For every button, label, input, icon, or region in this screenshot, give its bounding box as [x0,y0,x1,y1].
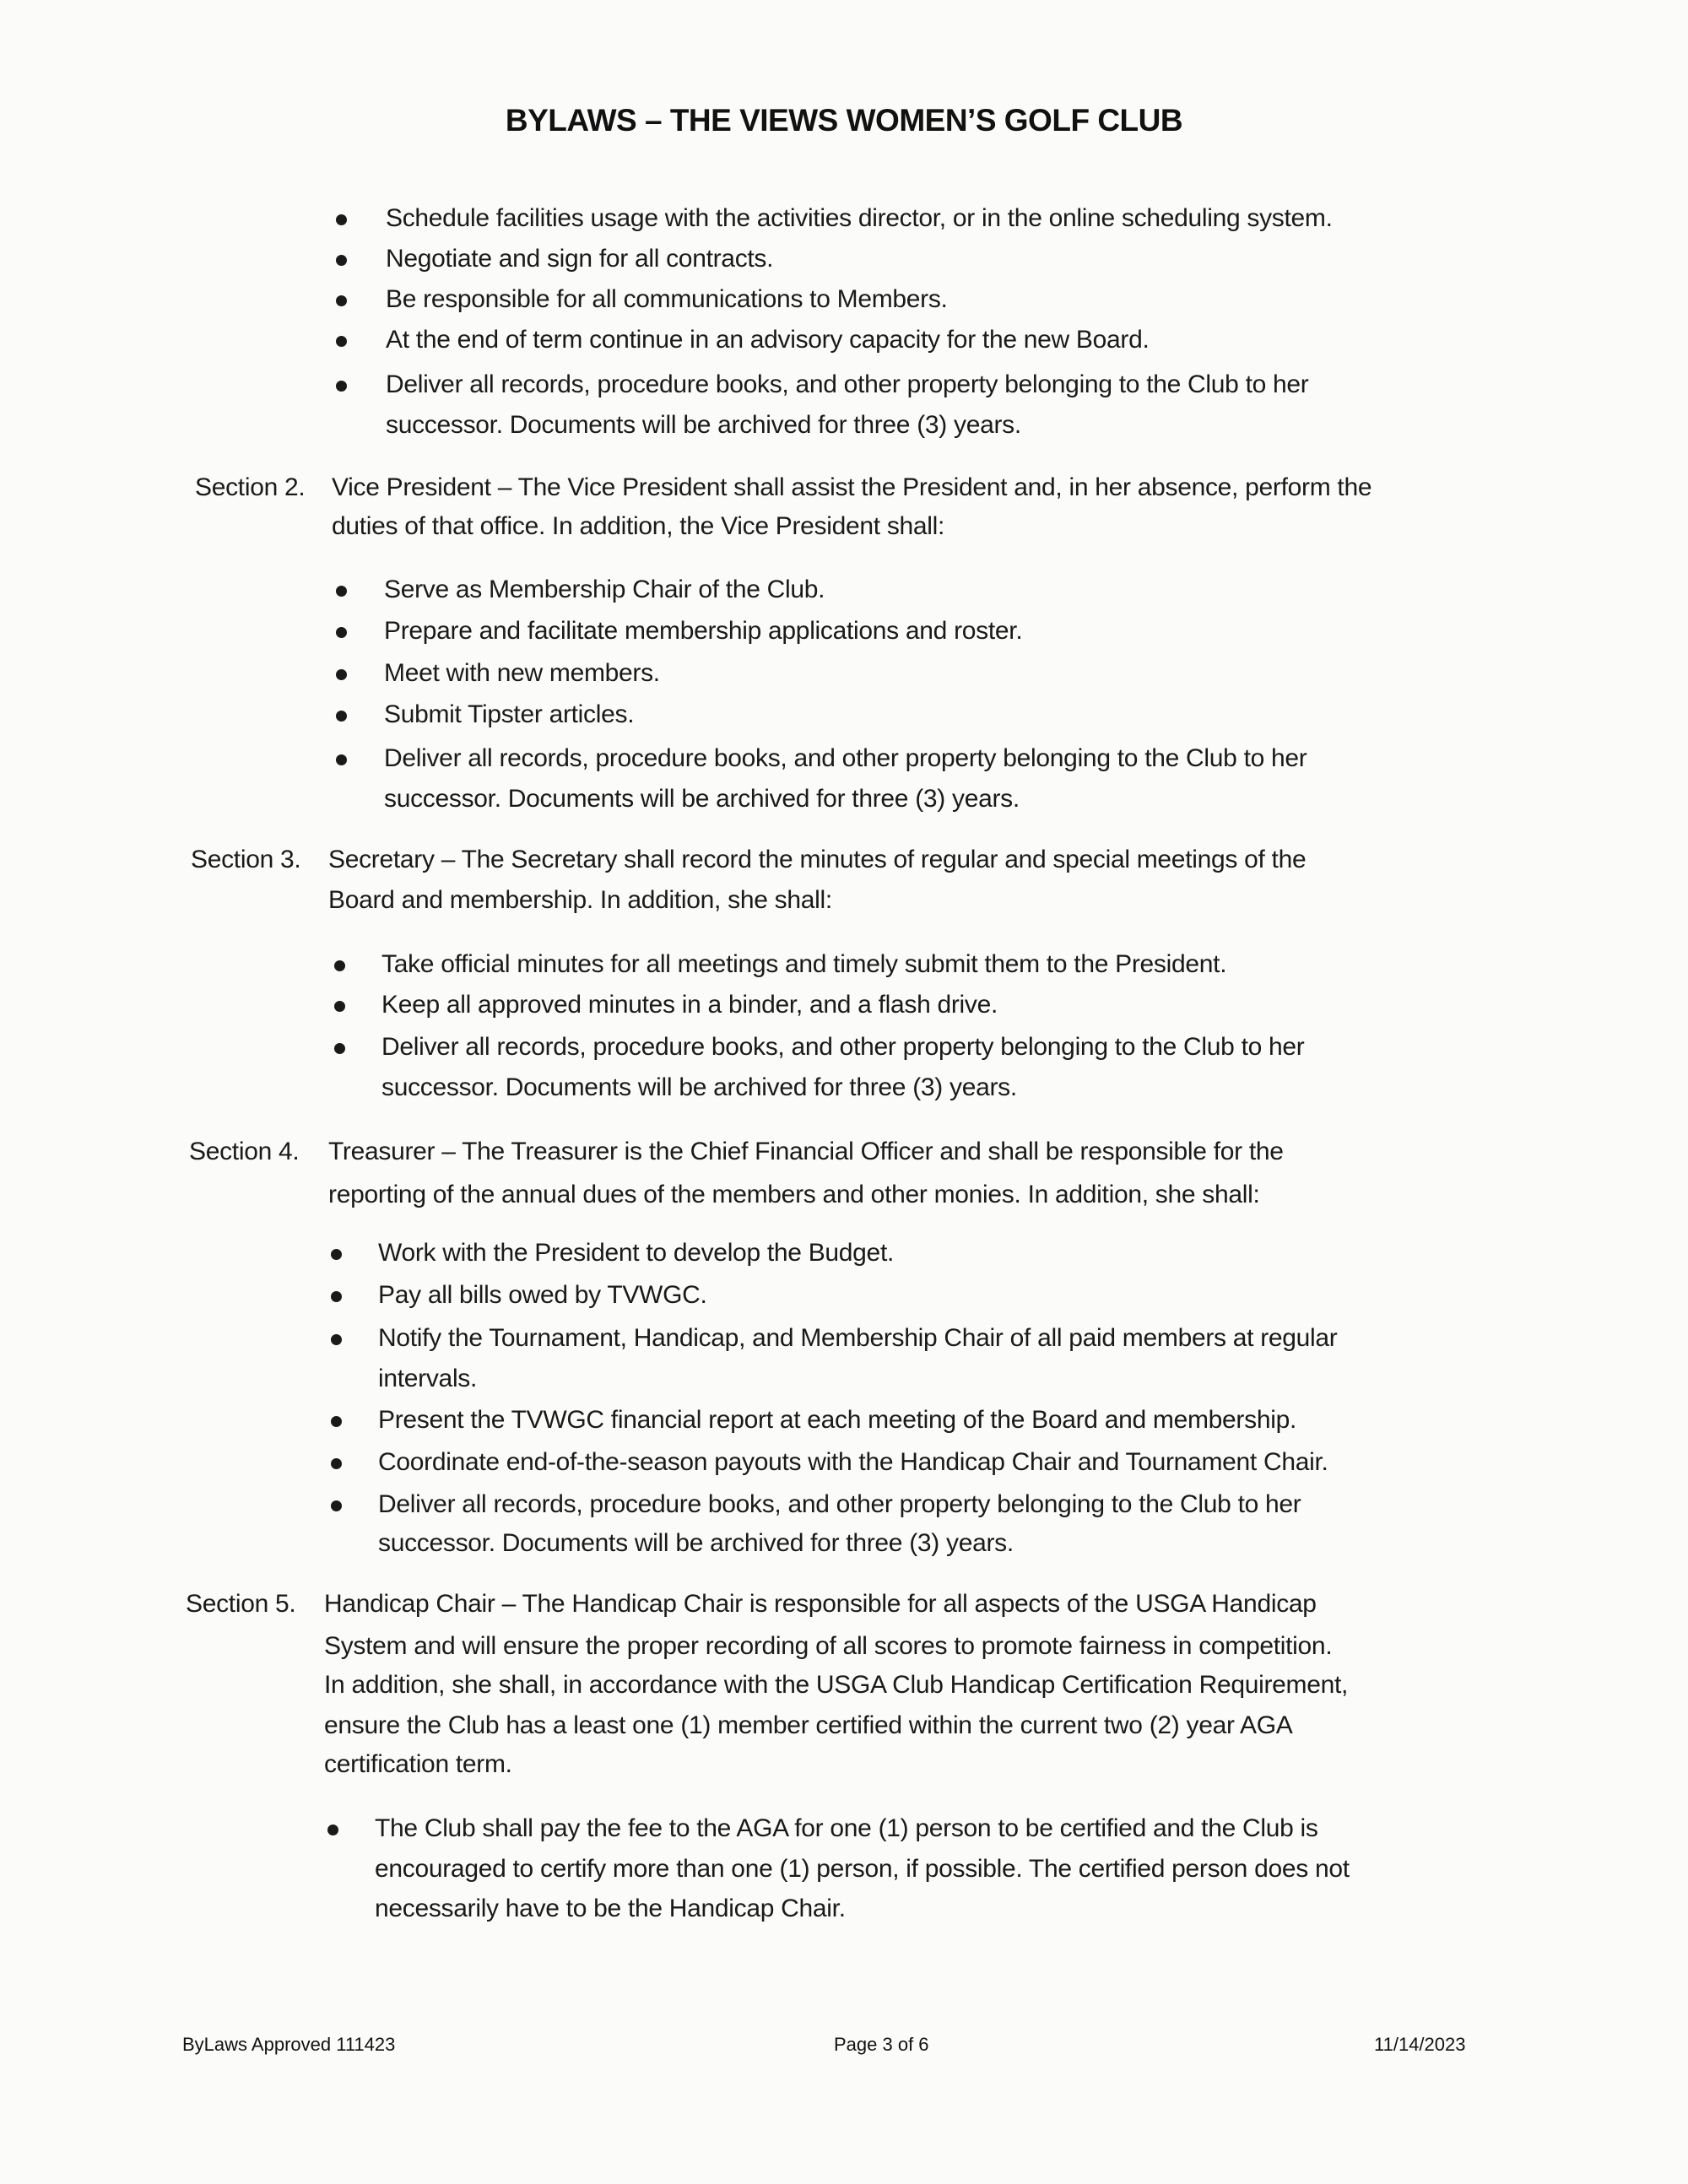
footer-date: 11/14/2023 [1374,2034,1466,2055]
bullet-text: Meet with new members. [384,659,660,687]
bullet-icon [327,1825,338,1835]
document-title: BYLAWS – THE VIEWS WOMEN’S GOLF CLUB [505,103,1183,138]
bullet-icon [336,295,347,306]
bullet-text: Deliver all records, procedure books, and other property belonging to the Club to her [378,1490,1301,1518]
bullet-text: successor. Documents will be archived for three (3) years. [384,785,1020,813]
bullet-icon [334,960,345,971]
bullet-text: The Club shall pay the fee to the AGA for one (1) person to be certified and the Club is [375,1814,1318,1842]
section-label: Section 3. [191,846,301,873]
bullet-text: encouraged to certify more than one (1) person, if possible. The certified person does not [375,1855,1350,1883]
bullet-text: Present the TVWGC financial report at each meeting of the Board and membership. [378,1406,1296,1434]
section-label: Section 2. [195,473,306,501]
bullet-text: successor. Documents will be archived for three (3) years. [381,1073,1017,1101]
bullet-icon [336,381,347,392]
section-text: Handicap Chair – The Handicap Chair is responsible for all aspects of the USGA Handicap [324,1590,1317,1618]
section-text: Secretary – The Secretary shall record the minutes of regular and special meetings of the [328,846,1307,873]
bullet-text: successor. Documents will be archived for three (3) years. [378,1529,1014,1557]
footer-page-number: Page 3 of 6 [834,2034,929,2055]
section-text: Treasurer – The Treasurer is the Chief Financial Officer and shall be responsible for the [328,1138,1284,1165]
bullet-icon [331,1416,342,1427]
bullet-text: At the end of term continue in an advisory capacity for the new Board. [386,326,1150,354]
section-text: Board and membership. In addition, she shall: [328,886,832,914]
bullet-icon [336,627,347,638]
bullet-text: Pay all bills owed by TVWGC. [378,1281,707,1309]
bullet-icon [334,1043,345,1054]
bullet-icon [336,754,347,765]
bullet-text: Prepare and facilitate membership applications and roster. [384,617,1023,645]
bullet-text: Be responsible for all communications to Members. [386,285,948,313]
bullet-icon [336,214,347,225]
footer-version: ByLaws Approved 111423 [182,2034,396,2055]
bullet-text: Notify the Tournament, Handicap, and Membership Chair of all paid members at regular [378,1324,1338,1352]
section-text: reporting of the annual dues of the members and other monies. In addition, she shall: [328,1181,1260,1208]
bullet-text: Coordinate end-of-the-season payouts with the Handicap Chair and Tournament Chair. [378,1448,1328,1476]
bullet-text: Work with the President to develop the Budget. [378,1239,895,1267]
bullet-text: Keep all approved minutes in a binder, and a flash drive. [381,991,998,1019]
bullet-icon [336,255,347,266]
bullet-text: Serve as Membership Chair of the Club. [384,576,825,603]
section-label: Section 4. [189,1138,300,1165]
section-text: duties of that office. In addition, the Vice President shall: [332,512,945,540]
section-text: System and will ensure the proper recording of all scores to promote fairness in competition. [324,1632,1333,1660]
bullet-icon [334,1001,345,1012]
section-text: In addition, she shall, in accordance with the USGA Club Handicap Certification Requirement, [324,1671,1349,1699]
bullet-icon [331,1249,342,1260]
bullet-text: Deliver all records, procedure books, and other property belonging to the Club to her [386,370,1309,398]
bullet-icon [331,1291,342,1302]
bullet-icon [336,669,347,680]
bullet-text: Deliver all records, procedure books, and other property belonging to the Club to her [384,744,1307,772]
bullet-icon [336,711,347,722]
bullet-icon [336,586,347,597]
bullet-text: Schedule facilities usage with the activities director, or in the online scheduling system. [386,204,1333,232]
section-label: Section 5. [186,1590,296,1618]
bullet-text: successor. Documents will be archived for three (3) years. [386,411,1021,439]
bullet-text: Submit Tipster articles. [384,700,635,728]
section-text: Vice President – The Vice President shall assist the President and, in her absence, perform the [332,473,1372,501]
bullet-text: Negotiate and sign for all contracts. [386,245,774,273]
section-text: ensure the Club has a least one (1) member certified within the current two (2) year AGA [324,1711,1293,1739]
bullet-text: necessarily have to be the Handicap Chair. [375,1895,846,1922]
bullet-text: Take official minutes for all meetings and timely submit them to the President. [381,950,1227,978]
bullet-icon [331,1500,342,1511]
section-text: certification term. [324,1750,512,1778]
bullet-icon [331,1334,342,1345]
bullet-icon [331,1458,342,1469]
bullet-text: Deliver all records, procedure books, and other property belonging to the Club to her [381,1033,1305,1061]
bullet-text: intervals. [378,1365,478,1392]
bullet-icon [336,336,347,347]
